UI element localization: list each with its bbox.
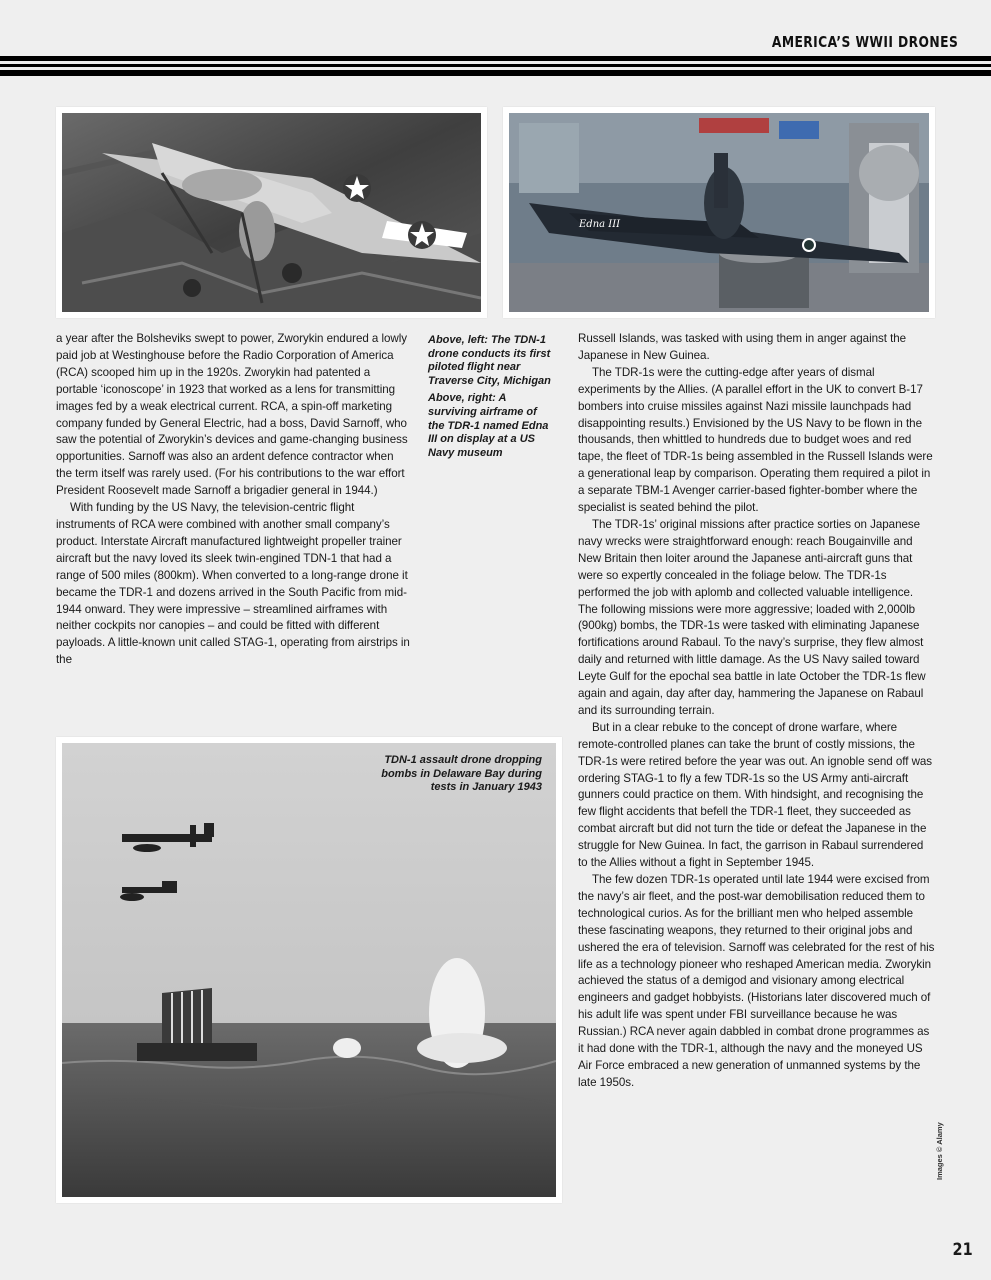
caption-bombing-test: TDN-1 assault drone dropping bombs in Delaware Bay during tests in January 1943 <box>381 754 542 794</box>
caption-text: The TDN-1 drone conducts its first piloted flight near Traverse City, Michigan <box>428 334 551 387</box>
caption-label: Above, left: <box>428 334 488 346</box>
header-rule <box>0 70 991 76</box>
page-number: 21 <box>952 1240 973 1260</box>
article-paragraph: But in a clear rebuke to the concept of drone warfare, where remote-controlled planes can take the brunt of costly missions, the TDR-1s were retired before the year was out. An ignoble send off was ordering STAG-1 to fly a few TDR-1s so the US Army anti-aircraft gunners could practice on them. With hindsight, and recognising the few flight accidents that befell the TDR-1 fleet, they succeeded as combat aircraft but did not turn the tide or defeat the Japanese in the struggle for New Guinea. In fact, the garrison in Rabaul surrendered to the Allies without a fight in September 1945. <box>578 720 933 870</box>
header-rule <box>0 56 991 61</box>
nose-art-label: Edna III <box>579 219 621 230</box>
article-paragraph: With funding by the US Navy, the television-centric flight instruments of RCA were combined with another small company’s product. Interstate Aircraft manufactured lightweight propeller trainer aircraft but the navy loved its sleek twin-engined TDN-1 that had a range of 500 miles (800km). When converted to a long-range drone it became the TDR-1 and dozens arrived in the South Pacific from mid-1944 onward. They were impressive – streamlined airframes with neither cockpits nor canopies – and could be fitted with different payloads. A little-known unit called STAG-1, operating from airstrips in the <box>56 501 410 667</box>
photo-tdn1-flight <box>56 107 487 318</box>
photo-bombing-test <box>56 737 562 1203</box>
tdr1-museum-illustration <box>509 113 929 312</box>
article-column-1 <box>56 331 410 669</box>
article-paragraph: Russell Islands, was tasked with using them in anger against the Japanese in New Guinea. <box>578 332 907 362</box>
tdn1-flight-illustration <box>62 113 481 312</box>
caption-text: A surviving airframe of the TDR-1 named Edna III on display at a US Navy museum <box>428 392 549 459</box>
caption-top-photos <box>428 334 556 464</box>
us-star-roundel-icon <box>343 174 371 202</box>
article-paragraph: The TDR-1s’ original missions after practice sorties on Japanese navy wrecks were straightforward enough: reach Bougainville and New Britain then loiter around the Japanese anti-aircraft guns that were so expertly concealed in the foliage below. The TDR-1s performed the job with aplomb and collected valuable intelligence. The following missions were more aggressive; loaded with 2,000lb (900kg) bombs, the TDR-1s were tasked with eliminating Japanese fortifications around Rabaul. To the navy’s surprise, they flew almost daily and returned with little damage. As the US Navy sailed toward Leyte Gulf for the epochal sea battle in late October the TDR-1s flew again and again, day after day, hammering the Japanese on Rabaul and its surrounding terrain. <box>578 517 926 717</box>
article-paragraph: The TDR-1s were the cutting-edge after years of dismal experiments by the Allies. (A parallel effort in the UK to convert B-17 bombers into cruise missiles against Nazi missile launchpads had disappointing results.) Envisioned by the US Navy to be flown in the thousands, then whittled to hundreds due to budget woes and red tape, the fleet of TDR-1s being assembled in the Russell Islands were a generational leap by comparison. Operating them required a pilot in a separate TBM-1 Avenger carrier-based fighter-bomber where the specialist is seated behind the pilot. <box>578 365 933 515</box>
article-paragraph: a year after the Bolsheviks swept to power, Zworykin endured a lowly paid job at Westinghouse before the Radio Corporation of America (RCA) scooped him up in the 1920s. Zworykin had patented a portable ‘iconoscope’ in 1923 that worked as a lens for transmitting images fed by a weak electrical current. RCA, a spin-off marketing company funded by General Electric, had a boss, David Sarnoff, who saw the potential of Zworykin’s devices and game-changing business opportunities. Sarnoff was also an ardent defence contractor when the term itself was rarely used. (For his contributions to the war effort President Roosevelt made Sarnoff a brigadier general in 1944.) <box>56 332 408 498</box>
photo-tdr1-museum <box>503 107 935 318</box>
section-title: AMERICA’S WWII DRONES <box>771 33 958 51</box>
caption-label: Above, right: <box>428 392 496 405</box>
bombing-test-illustration <box>62 743 556 1197</box>
article-paragraph: The few dozen TDR-1s operated until late 1944 were excised from the navy’s air fleet, and the post-war demobilisation reduced them to technological curios. As for the brilliant men who helped assemble these fascinating weapons, they returned to their original jobs and ushered the era of television. Sarnoff was celebrated for the rest of his life as a technology pioneer who reshaped American media. Zworykin achieved the status of a demigod and visionary among electrical engineers and gadget hobbyists. (Historians later discovered much of his adult life was spent under FBI surveillance because he was Russian.) RCA never again dabbled in combat drone programmes as it had done with the TDR-1, although the navy and the moneyed US Air Force embraced a new generation of unmanned systems by the late 1950s. <box>578 873 935 1089</box>
article-column-3 <box>578 331 935 1092</box>
image-credit: Images © Alamy <box>935 1122 944 1180</box>
us-star-roundel-icon <box>802 238 816 252</box>
header-rule <box>0 64 991 67</box>
